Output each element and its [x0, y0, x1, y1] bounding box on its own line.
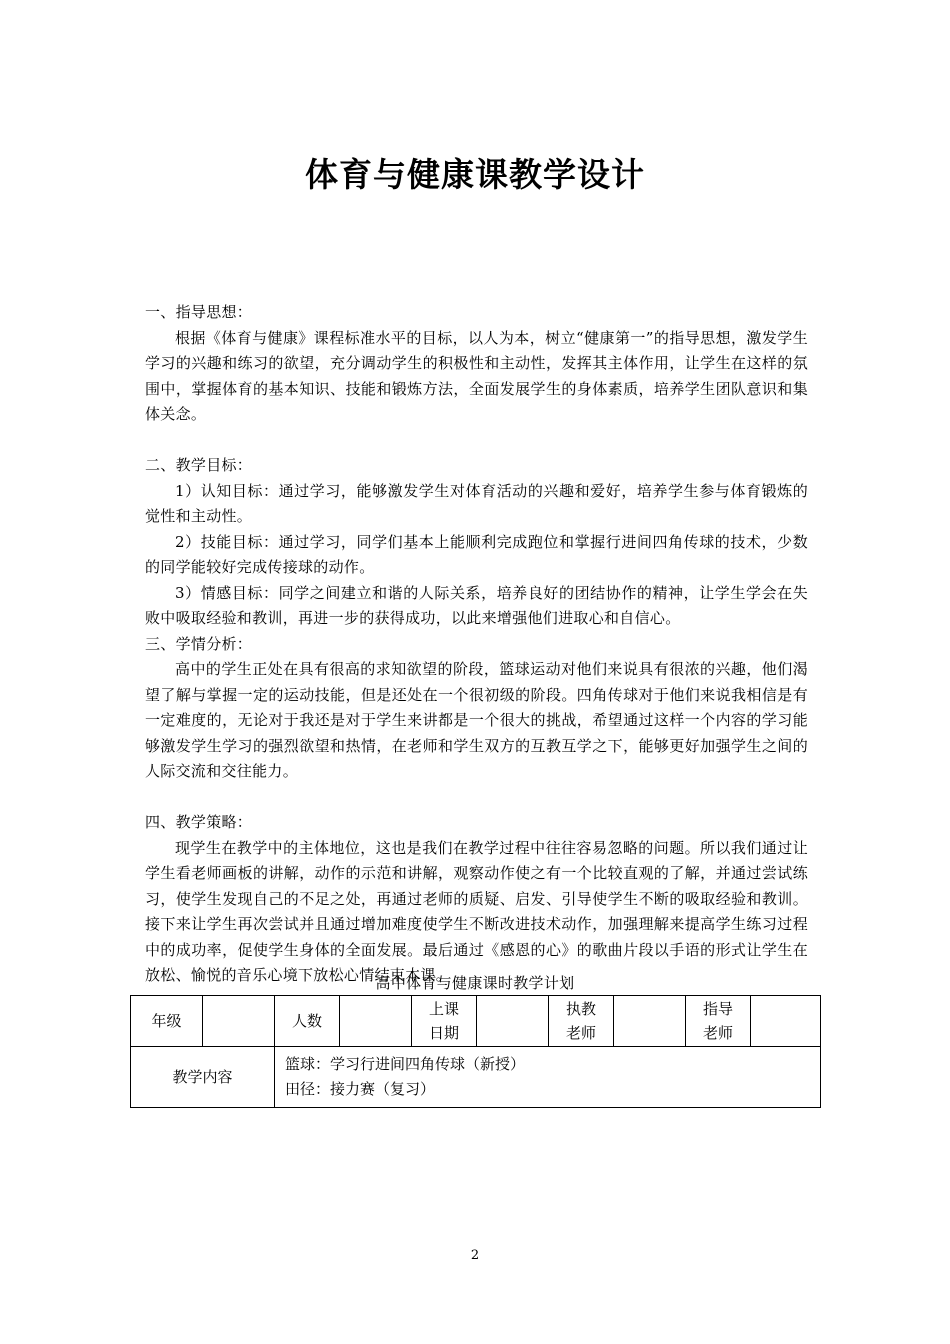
- section-heading-guiding-ideology: 一、指导思想：: [145, 303, 253, 321]
- section-paragraph: 3）情感目标：同学之间建立和谐的人际关系，培养良好的团结协作的精神，让学生学会在失败中吸取经验和教训，再进一步的获得成功，以此来增强他们进取心和自信心。: [145, 583, 808, 627]
- class-date-value: [477, 996, 549, 1047]
- class-date-label-line2: 日期: [428, 1024, 459, 1042]
- section-paragraph: 高中的学生正处在具有很高的求知欲望的阶段，篮球运动对他们来说具有很浓的兴趣，他们渴望了解与掌握一定的运动技能，但是还处在一个很初级的阶段。四角传球对于他们来说我相信是有一定难度的，无论对于我还是对于学生来讲都是一个很大的挑战，希望通过这样一个内容的学习能够激发学生学习的强烈欲望和热情，在老师和学生双方的互教互学之下，能够更好加强学生之间的人际交流和交往能力。: [145, 660, 808, 780]
- page-number: 2: [470, 1248, 480, 1263]
- mentor-label-line2: 老师: [702, 1024, 733, 1042]
- table-row: [131, 1047, 821, 1108]
- section-heading-teaching-strategy: 四、教学策略：: [145, 813, 253, 831]
- class-date-label: [412, 996, 477, 1047]
- page-title: 体育与健康课教学设计: [305, 155, 645, 194]
- grade-value: [203, 996, 275, 1047]
- section-heading-teaching-objectives: 二、教学目标：: [145, 456, 253, 474]
- mentor-label: [686, 996, 751, 1047]
- section-heading-learner-analysis: 三、学情分析：: [145, 634, 253, 653]
- teaching-content-line1: 篮球：学习行进间四角传球（新授）: [285, 1055, 526, 1073]
- teaching-content-value: [275, 1047, 821, 1108]
- teaching-content-line2: 田径：接力赛（复习）: [285, 1080, 436, 1098]
- teacher-label-line1: 执教: [565, 1000, 596, 1018]
- document-body: [145, 300, 808, 989]
- teaching-content-label: 教学内容: [131, 1047, 275, 1108]
- teacher-label-line2: 老师: [565, 1024, 596, 1042]
- section-paragraph: 根据《体育与健康》课程标准水平的目标，以人为本，树立“健康第一”的指导思想，激发学生学习的兴趣和练习的欲望，充分调动学生的积极性和主动性，发挥其主体作用，让学生在这样的氛围中，掌握体育的基本知识、技能和锻炼方法，全面发展学生的身体素质，培养学生团队意识和集体关念。: [145, 328, 808, 423]
- section-paragraph: 2）技能目标：通过学习，同学们基本上能顺利完成跑位和掌握行进间四角传球的技术，少数的同学能较好完成传接球的动作。: [145, 532, 808, 576]
- grade-label: 年级: [131, 996, 203, 1047]
- section-paragraph: 1）认知目标：通过学习，能够激发学生对体育活动的兴趣和爱好，培养学生参与体育锻炼的觉性和主动性。: [145, 481, 808, 525]
- student-count-label: 人数: [275, 996, 340, 1047]
- teacher-label: [549, 996, 614, 1047]
- teacher-value: [614, 996, 686, 1047]
- mentor-label-line1: 指导: [702, 1000, 733, 1018]
- table-row: [131, 996, 821, 1047]
- section-paragraph: 现学生在教学中的主体地位，这也是我们在教学过程中往往容易忽略的问题。所以我们通过让学生看老师画板的讲解，动作的示范和讲解，观察动作使之有一个比较直观的了解，并通过尝试练习，使学生发现自己的不足之处，再通过老师的质疑、启发、引导使学生不断的吸取经验和教训。接下来让学生再次尝试并且通过增加难度使学生不断改进技术动作，加强理解来提高学生练习过程中的成功率，促使学生身体的全面发展。最后通过《感恩的心》的歌曲片段以手语的形式让学生在放松、愉悦的音乐心境下放松心情结束本课。: [145, 838, 808, 984]
- class-date-label-line1: 上课: [428, 1000, 459, 1018]
- table-caption: 高中体育与健康课时教学计划: [375, 974, 575, 992]
- mentor-value: [751, 996, 821, 1047]
- lesson-plan-table: [130, 995, 821, 1108]
- student-count-value: [340, 996, 412, 1047]
